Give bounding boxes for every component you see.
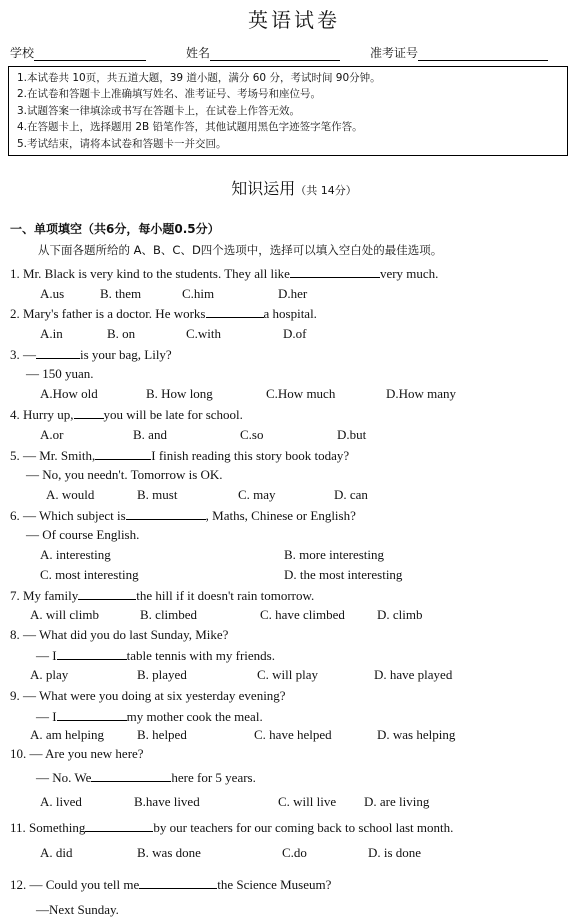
question-text: is your bag, Lily? <box>80 347 172 362</box>
section-score: （共 14分） <box>295 184 357 197</box>
option-c: C.so <box>240 427 264 442</box>
option-a: A. am helping <box>30 727 105 742</box>
question-text: 9. — What were you doing at six yesterday evening? <box>10 688 286 703</box>
option-c: C. most interesting <box>40 567 139 582</box>
answer-blank <box>206 305 264 318</box>
question-text: the hill if it doesn't rain tomorrow. <box>136 588 315 603</box>
option-b: B. and <box>133 427 167 442</box>
option-c: C.with <box>186 326 222 341</box>
question-text: 11. Something <box>10 820 86 835</box>
option-d: D. can <box>334 487 368 502</box>
option-d: D. is done <box>368 845 422 860</box>
section-title: 知识运用 <box>231 179 296 198</box>
answer-blank <box>57 708 127 721</box>
option-b: B. them <box>100 286 142 301</box>
question-text: by our teachers for our coming back to school last month. <box>153 820 454 835</box>
option-b: B. played <box>137 667 187 682</box>
option-a: A. would <box>46 487 95 502</box>
question-10-line <box>10 746 144 762</box>
question-text: here for 5 years. <box>171 770 256 785</box>
option-d: D. was helping <box>377 727 456 742</box>
question-5-line <box>26 467 223 483</box>
question-text: , Maths, Chinese or English? <box>205 508 356 523</box>
school-blank <box>34 48 146 61</box>
answer-blank <box>139 876 217 889</box>
question-1-line <box>10 265 438 282</box>
answer-blank <box>74 406 104 419</box>
question-3-line <box>10 346 172 363</box>
option-d: D.of <box>283 326 307 341</box>
option-d: D.How many <box>386 386 457 401</box>
note-line: 3.试题答案一律填涂或书写在答题卡上，在试卷上作答无效。 <box>17 104 301 117</box>
question-11-line <box>10 819 453 836</box>
option-c: C. will play <box>257 667 319 682</box>
question-text: I finish reading this story book today? <box>151 448 350 463</box>
question-10-line <box>36 769 256 786</box>
exam-number-label: 准考证号 <box>370 46 419 60</box>
option-c: C.do <box>282 845 307 860</box>
exam-number-blank <box>418 48 548 61</box>
note-line: 2.在试卷和答题卡上准确填写姓名、准考证号、考场号和座位号。 <box>17 88 322 101</box>
question-text: — No, you needn't. Tomorrow is OK. <box>26 467 223 482</box>
question-text: — I <box>36 709 57 724</box>
option-b: B. How long <box>146 386 213 401</box>
question-text: — I <box>36 648 57 663</box>
question-text: 8. — What did you do last Sunday, Mike? <box>10 627 229 642</box>
question-text: 3. — <box>10 347 36 362</box>
option-d: D. the most interesting <box>284 567 403 582</box>
option-a: A. did <box>40 845 73 860</box>
question-5-line <box>10 447 349 464</box>
instructions-box <box>8 66 568 156</box>
option-c: C. may <box>238 487 276 502</box>
option-a: A.How old <box>40 386 98 401</box>
option-d: D.her <box>278 286 308 301</box>
option-c: C. will live <box>278 794 337 809</box>
option-b: B. helped <box>137 727 187 742</box>
question-8-line <box>10 627 228 643</box>
option-a: A.or <box>40 427 64 442</box>
school-label: 学校 <box>10 46 35 60</box>
option-d: D.but <box>337 427 367 442</box>
option-a: A. lived <box>40 794 82 809</box>
question-12-line <box>10 876 331 893</box>
name-blank <box>210 48 340 61</box>
question-text: 2. Mary's father is a doctor. He works <box>10 306 206 321</box>
question-text: 6. — Which subject is <box>10 508 126 523</box>
question-6-line <box>10 507 356 524</box>
question-8-line <box>36 647 275 664</box>
part-instruction: 从下面各题所给的 A、B、C、D四个选项中，选择可以填入空白处的最佳选项。 <box>38 243 443 257</box>
option-c: C.How much <box>266 386 336 401</box>
question-12-line <box>36 902 119 918</box>
option-d: D. climb <box>377 607 423 622</box>
question-text: —Next Sunday. <box>36 902 119 917</box>
question-text: 1. Mr. Black is very kind to the students. They all like <box>10 266 290 281</box>
option-d: D. are living <box>364 794 430 809</box>
note-line: 4.在答题卡上，选择题用 2B 铅笔作答，其他试题用黑色字迹签字笔作答。 <box>17 121 363 134</box>
option-b: B. must <box>137 487 178 502</box>
option-a: A. will climb <box>30 607 99 622</box>
option-b: B. more interesting <box>284 547 385 562</box>
answer-blank <box>78 587 136 600</box>
name-label: 姓名 <box>186 46 211 60</box>
question-text: — No. We <box>36 770 92 785</box>
option-a: A.in <box>40 326 63 341</box>
school-field <box>10 44 146 61</box>
answer-blank <box>36 346 80 359</box>
question-text: 4. Hurry up, <box>10 407 74 422</box>
option-b: B. on <box>107 326 136 341</box>
option-d: D. have played <box>374 667 453 682</box>
answer-blank <box>290 265 380 278</box>
question-text: you will be late for school. <box>103 407 243 422</box>
name-field <box>186 44 340 61</box>
question-text: 7. My family <box>10 588 79 603</box>
question-text: very much. <box>379 266 439 281</box>
option-a: A. interesting <box>40 547 111 562</box>
exam-number-field <box>370 44 548 61</box>
option-a: A. play <box>30 667 69 682</box>
question-6-line <box>26 527 139 543</box>
option-b: B. was done <box>137 845 201 860</box>
question-text: — Of course English. <box>26 527 140 542</box>
section-heading <box>0 176 588 199</box>
question-text: table tennis with my friends. <box>126 648 275 663</box>
question-text: the Science Museum? <box>217 877 332 892</box>
question-text: my mother cook the meal. <box>126 709 263 724</box>
option-c: C.him <box>182 286 215 301</box>
question-text: a hospital. <box>263 306 317 321</box>
option-c: C. have climbed <box>260 607 345 622</box>
question-text: 5. — Mr. Smith, <box>10 448 96 463</box>
exam-title: 英语试卷 <box>248 8 340 32</box>
answer-blank <box>91 769 171 782</box>
answer-blank <box>126 507 206 520</box>
question-2-line <box>10 305 317 322</box>
question-9-line <box>36 708 263 725</box>
option-b: B.have lived <box>134 794 200 809</box>
answer-blank <box>85 819 153 832</box>
question-4-line <box>10 406 243 423</box>
question-text: 12. — Could you tell me <box>10 877 140 892</box>
question-text: 10. — Are you new here? <box>10 746 144 761</box>
note-line: 5.考试结束，请将本试卷和答题卡一并交回。 <box>17 137 227 150</box>
question-9-line <box>10 688 286 704</box>
part-title: 一、单项填空（共6分，每小题0.5分） <box>10 222 220 236</box>
option-c: C. have helped <box>254 727 332 742</box>
question-3-line <box>26 366 94 382</box>
answer-blank <box>57 647 127 660</box>
note-line: 1.本试卷共 10页，共五道大题，39 道小题，满分 60 分，考试时间 90分钟。 <box>17 72 381 84</box>
question-text: — 150 yuan. <box>26 366 94 381</box>
option-a: A.us <box>40 286 65 301</box>
question-7-line <box>10 587 314 604</box>
answer-blank <box>95 447 151 460</box>
option-b: B. climbed <box>140 607 198 622</box>
